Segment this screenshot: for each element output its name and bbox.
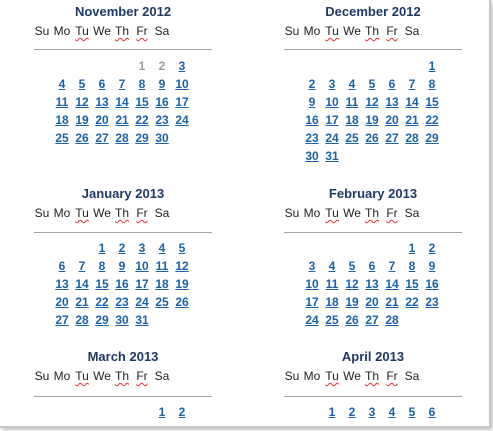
weekday-label: Th (364, 369, 379, 383)
day-link[interactable]: 12 (75, 95, 89, 109)
day-link[interactable]: 17 (305, 295, 319, 309)
day-link[interactable]: 26 (75, 131, 89, 145)
month-title: November 2012 (74, 4, 172, 19)
week-row (52, 311, 192, 329)
weekday-header (32, 205, 214, 222)
weekday-label: Mo (53, 24, 71, 38)
day-link[interactable]: 6 (368, 259, 376, 273)
weekday-label: Su (34, 24, 50, 38)
week-row (52, 93, 192, 111)
day-link[interactable]: 1 (158, 405, 166, 419)
month-april-2013 (282, 348, 464, 385)
empty-day-cell (322, 239, 342, 257)
weekday-label: Sa (404, 369, 420, 383)
day-link[interactable]: 28 (75, 313, 89, 327)
day-link[interactable]: 9 (428, 259, 436, 273)
weekday-label: Tu (325, 24, 339, 38)
day-link[interactable]: 30 (115, 313, 129, 327)
weekday-label: Sa (154, 369, 170, 383)
week-row (302, 293, 442, 311)
month-title: April 2013 (341, 349, 405, 364)
day-link[interactable]: 31 (325, 149, 339, 163)
month-title: March 2013 (87, 349, 159, 364)
day-link[interactable]: 5 (348, 259, 356, 273)
header-rule (34, 49, 212, 50)
weekday-label: Mo (53, 206, 71, 220)
empty-day-cell (362, 147, 382, 165)
day-link[interactable]: 12 (175, 259, 189, 273)
day-link[interactable]: 22 (135, 113, 149, 127)
day-link[interactable]: 29 (425, 131, 439, 145)
week-row (52, 257, 192, 275)
day-link[interactable]: 14 (75, 277, 89, 291)
day-link[interactable]: 2 (178, 405, 186, 419)
day-grid (52, 403, 192, 421)
empty-day-cell (302, 239, 322, 257)
empty-day-cell (402, 311, 422, 329)
day-link[interactable]: 27 (95, 131, 109, 145)
day-grid (302, 239, 442, 329)
weekday-header (282, 205, 464, 222)
day-cell-inactive: 2 (158, 59, 166, 73)
day-link[interactable]: 8 (428, 77, 436, 91)
day-grid (52, 239, 192, 329)
day-link[interactable]: 20 (95, 113, 109, 127)
day-link[interactable]: 22 (425, 113, 439, 127)
day-link[interactable]: 21 (75, 295, 89, 309)
day-link[interactable]: 4 (58, 77, 66, 91)
day-link[interactable]: 17 (325, 113, 339, 127)
header-rule (284, 396, 462, 397)
day-link[interactable]: 2 (118, 241, 126, 255)
month-title: January 2013 (81, 186, 165, 201)
empty-day-cell (112, 403, 132, 421)
day-link[interactable]: 4 (328, 259, 336, 273)
day-link[interactable]: 11 (155, 259, 169, 273)
day-link[interactable]: 11 (325, 277, 339, 291)
day-link[interactable]: 25 (325, 313, 339, 327)
day-grid (52, 57, 192, 147)
weekday-label: Su (284, 206, 300, 220)
day-link[interactable]: 8 (98, 259, 106, 273)
day-link[interactable]: 17 (175, 95, 189, 109)
week-row (302, 239, 442, 257)
weekday-label: Sa (154, 24, 170, 38)
weekday-label: Tu (75, 206, 89, 220)
empty-day-cell (422, 147, 442, 165)
day-link[interactable]: 24 (175, 113, 189, 127)
day-link[interactable]: 5 (408, 405, 416, 419)
weekday-label: Th (114, 369, 129, 383)
header-rule (34, 232, 212, 233)
empty-day-cell (422, 311, 442, 329)
day-link[interactable]: 16 (115, 277, 129, 291)
day-link[interactable]: 24 (325, 131, 339, 145)
day-link[interactable]: 16 (305, 113, 319, 127)
day-link[interactable]: 26 (365, 131, 379, 145)
day-link[interactable]: 25 (155, 295, 169, 309)
day-link[interactable]: 2 (348, 405, 356, 419)
weekday-label: We (93, 206, 111, 220)
weekday-header (32, 368, 214, 385)
weekday-label: Tu (75, 24, 89, 38)
week-row (302, 147, 442, 165)
day-link[interactable]: 25 (55, 131, 69, 145)
empty-day-cell (302, 403, 322, 421)
month-february-2013 (282, 185, 464, 222)
week-row (52, 403, 192, 421)
weekday-label: Th (114, 206, 129, 220)
empty-day-cell (132, 403, 152, 421)
day-link[interactable]: 3 (138, 241, 146, 255)
weekday-label: Fr (136, 369, 148, 383)
day-link[interactable]: 9 (118, 259, 126, 273)
empty-day-cell (52, 403, 72, 421)
month-title: February 2013 (328, 186, 418, 201)
empty-day-cell (172, 311, 192, 329)
empty-day-cell (72, 403, 92, 421)
day-link[interactable]: 3 (308, 259, 316, 273)
weekday-label: Th (364, 24, 379, 38)
day-link[interactable]: 18 (155, 277, 169, 291)
day-link[interactable]: 5 (78, 77, 86, 91)
day-link[interactable]: 10 (135, 259, 149, 273)
day-link[interactable]: 20 (385, 113, 399, 127)
day-link[interactable]: 15 (425, 95, 439, 109)
day-link[interactable]: 1 (328, 405, 336, 419)
week-row (302, 111, 442, 129)
day-link[interactable]: 21 (115, 113, 129, 127)
month-march-2013 (32, 348, 214, 385)
header-rule (34, 396, 212, 397)
week-row (52, 239, 192, 257)
day-link[interactable]: 14 (405, 95, 419, 109)
weekday-label: We (343, 206, 361, 220)
day-link[interactable]: 14 (385, 277, 399, 291)
empty-day-cell (382, 147, 402, 165)
weekday-label: Mo (53, 369, 71, 383)
day-link[interactable]: 8 (408, 259, 416, 273)
day-link[interactable]: 9 (308, 95, 316, 109)
day-cell-inactive: 1 (138, 59, 146, 73)
day-link[interactable]: 28 (115, 131, 129, 145)
day-link[interactable]: 1 (428, 59, 436, 73)
weekday-label: Su (34, 206, 50, 220)
week-row (302, 257, 442, 275)
day-link[interactable]: 28 (405, 131, 419, 145)
empty-day-cell (342, 57, 362, 75)
day-link[interactable]: 9 (158, 77, 166, 91)
day-link[interactable]: 20 (365, 295, 379, 309)
day-link[interactable]: 15 (405, 277, 419, 291)
week-row (52, 75, 192, 93)
week-row (302, 403, 442, 421)
day-link[interactable]: 18 (55, 113, 69, 127)
empty-day-cell (92, 403, 112, 421)
day-link[interactable]: 1 (408, 241, 416, 255)
day-link[interactable]: 8 (138, 77, 146, 91)
day-grid (302, 57, 442, 165)
day-link[interactable]: 11 (55, 95, 69, 109)
day-link[interactable]: 6 (388, 77, 396, 91)
day-link[interactable]: 12 (365, 95, 379, 109)
day-link[interactable]: 22 (405, 295, 419, 309)
day-link[interactable]: 22 (95, 295, 109, 309)
day-link[interactable]: 10 (325, 95, 339, 109)
empty-day-cell (402, 147, 422, 165)
header-rule (284, 232, 462, 233)
weekday-label: We (343, 369, 361, 383)
empty-day-cell (52, 57, 72, 75)
week-row (302, 57, 442, 75)
week-row (52, 57, 192, 75)
weekday-label: Tu (325, 369, 339, 383)
day-link[interactable]: 11 (345, 95, 359, 109)
day-link[interactable]: 27 (365, 313, 379, 327)
empty-day-cell (362, 57, 382, 75)
weekday-label: Fr (136, 206, 148, 220)
day-link[interactable]: 3 (368, 405, 376, 419)
day-link[interactable]: 5 (368, 77, 376, 91)
weekday-label: Tu (75, 369, 89, 383)
day-link[interactable]: 12 (345, 277, 359, 291)
day-link[interactable]: 27 (385, 131, 399, 145)
day-link[interactable]: 15 (95, 277, 109, 291)
day-link[interactable]: 4 (158, 241, 166, 255)
day-link[interactable]: 2 (428, 241, 436, 255)
day-link[interactable]: 3 (328, 77, 336, 91)
weekday-label: Sa (154, 206, 170, 220)
day-link[interactable]: 4 (348, 77, 356, 91)
day-link[interactable]: 10 (305, 277, 319, 291)
day-link[interactable]: 26 (175, 295, 189, 309)
day-link[interactable]: 29 (135, 131, 149, 145)
day-link[interactable]: 23 (155, 113, 169, 127)
month-december-2012 (282, 3, 464, 40)
weekday-label: We (93, 24, 111, 38)
header-rule (284, 49, 462, 50)
day-link[interactable]: 28 (385, 313, 399, 327)
empty-day-cell (92, 57, 112, 75)
day-link[interactable]: 29 (95, 313, 109, 327)
day-link[interactable]: 26 (345, 313, 359, 327)
week-row (302, 93, 442, 111)
day-link[interactable]: 4 (388, 405, 396, 419)
day-link[interactable]: 6 (98, 77, 106, 91)
weekday-header (32, 23, 214, 40)
empty-day-cell (172, 129, 192, 147)
empty-day-cell (72, 57, 92, 75)
weekday-label: Su (34, 369, 50, 383)
weekday-label: Su (284, 24, 300, 38)
empty-day-cell (382, 57, 402, 75)
day-link[interactable]: 23 (115, 295, 129, 309)
weekday-label: Fr (386, 206, 398, 220)
empty-day-cell (342, 239, 362, 257)
day-link[interactable]: 17 (135, 277, 149, 291)
empty-day-cell (322, 57, 342, 75)
week-row (52, 111, 192, 129)
weekday-label: Th (114, 24, 129, 38)
day-link[interactable]: 10 (175, 77, 189, 91)
day-link[interactable]: 16 (425, 277, 439, 291)
day-link[interactable]: 31 (135, 313, 149, 327)
empty-day-cell (362, 239, 382, 257)
week-row (52, 129, 192, 147)
day-link[interactable]: 21 (385, 295, 399, 309)
day-link[interactable]: 19 (345, 295, 359, 309)
day-link[interactable]: 30 (305, 149, 319, 163)
day-link[interactable]: 19 (75, 113, 89, 127)
month-january-2013 (32, 185, 214, 222)
weekday-label: We (93, 369, 111, 383)
day-link[interactable]: 27 (55, 313, 69, 327)
empty-day-cell (402, 57, 422, 75)
day-link[interactable]: 30 (155, 131, 169, 145)
empty-day-cell (342, 147, 362, 165)
weekday-label: Mo (303, 206, 321, 220)
month-november-2012 (32, 3, 214, 40)
day-link[interactable]: 20 (55, 295, 69, 309)
day-link[interactable]: 23 (425, 295, 439, 309)
day-link[interactable]: 6 (428, 405, 436, 419)
day-link[interactable]: 6 (58, 259, 66, 273)
week-row (302, 129, 442, 147)
weekday-label: Sa (404, 24, 420, 38)
empty-day-cell (52, 239, 72, 257)
day-link[interactable]: 7 (118, 77, 126, 91)
day-link[interactable]: 24 (135, 295, 149, 309)
day-link[interactable]: 5 (178, 241, 186, 255)
empty-day-cell (152, 311, 172, 329)
empty-day-cell (112, 57, 132, 75)
day-link[interactable]: 14 (115, 95, 129, 109)
week-row (302, 311, 442, 329)
day-grid (302, 403, 442, 421)
weekday-header (282, 368, 464, 385)
week-row (52, 293, 192, 311)
day-link[interactable]: 1 (98, 241, 106, 255)
day-link[interactable]: 7 (408, 77, 416, 91)
day-link[interactable]: 13 (55, 277, 69, 291)
day-link[interactable]: 15 (135, 95, 149, 109)
week-row (302, 75, 442, 93)
weekday-label: We (343, 24, 361, 38)
day-link[interactable]: 24 (305, 313, 319, 327)
weekday-label: Fr (386, 24, 398, 38)
day-link[interactable]: 13 (365, 277, 379, 291)
day-link[interactable]: 13 (95, 95, 109, 109)
day-link[interactable]: 25 (345, 131, 359, 145)
day-link[interactable]: 7 (78, 259, 86, 273)
day-link[interactable]: 13 (385, 95, 399, 109)
week-row (52, 275, 192, 293)
empty-day-cell (302, 57, 322, 75)
day-link[interactable]: 16 (155, 95, 169, 109)
week-row (302, 275, 442, 293)
weekday-label: Sa (404, 206, 420, 220)
weekday-label: Mo (303, 369, 321, 383)
day-link[interactable]: 18 (345, 113, 359, 127)
day-link[interactable]: 23 (305, 131, 319, 145)
weekday-header (282, 23, 464, 40)
weekday-label: Fr (136, 24, 148, 38)
day-link[interactable]: 18 (325, 295, 339, 309)
weekday-label: Mo (303, 24, 321, 38)
weekday-label: Tu (325, 206, 339, 220)
month-title: December 2012 (325, 4, 421, 19)
weekday-label: Su (284, 369, 300, 383)
empty-day-cell (382, 239, 402, 257)
day-link[interactable]: 21 (405, 113, 419, 127)
weekday-label: Fr (386, 369, 398, 383)
day-link[interactable]: 19 (175, 277, 189, 291)
day-link[interactable]: 19 (365, 113, 379, 127)
day-link[interactable]: 7 (388, 259, 396, 273)
day-link[interactable]: 2 (308, 77, 316, 91)
day-link[interactable]: 3 (178, 59, 186, 73)
weekday-label: Th (364, 206, 379, 220)
empty-day-cell (72, 239, 92, 257)
